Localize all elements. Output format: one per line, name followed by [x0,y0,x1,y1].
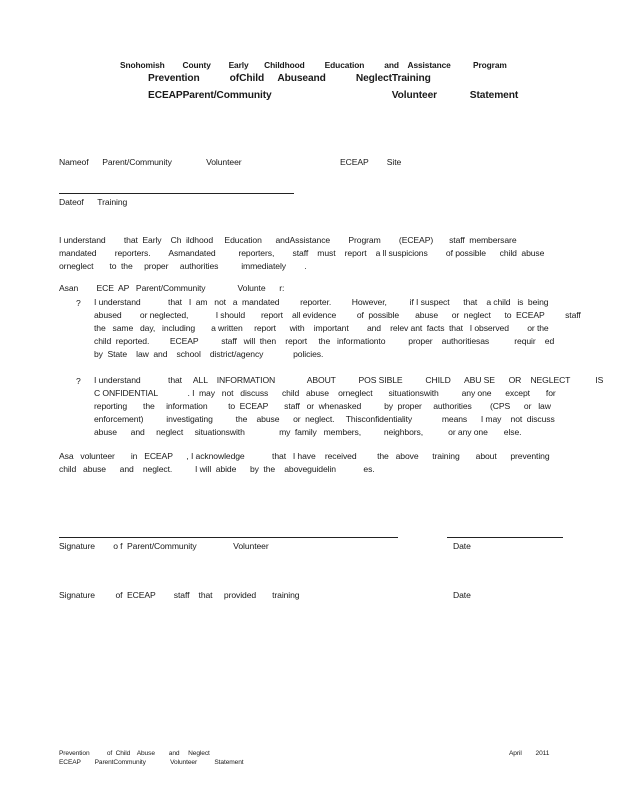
date-2-label: Date [453,590,471,600]
intro-line-1: I understand that Early Ch ildhood Education andAssistance Program (ECEAP) staff membersare [59,235,517,245]
bullet-1-line-5: by State law and school district/agency policies. [94,349,324,359]
date-1-line [447,537,563,538]
signature-1-label: Signature o f Parent/Community Volunteer [59,541,269,551]
date-field-label: Dateof Training [59,197,128,207]
bullet-2-line-5: abuse and neglect situationswith my family members, neighbors, or any one else. [94,427,522,437]
bullet-2-line-2: C ONFIDENTIAL . I may not discuss child abuse orneglect situationswith any one except for [94,388,556,398]
intro-line-2: mandated reporters. Asmandated reporters, staff must report a ll suspicions of possible child abuse [59,248,545,258]
asan-label: Asan ECE AP Parent/Community Volunte r: [59,283,285,293]
bullet-2-marker: ? [76,376,81,386]
header-line-3: ECEAPParent/Community Volunteer Statement [148,90,519,101]
header-line-1: Snohomish County Early Childhood Education and Assistance Program [120,60,507,70]
date-1-label: Date [453,541,471,551]
bullet-1-marker: ? [76,298,81,308]
header-line-2: Prevention ofChild Abuseand NeglectTraining [148,73,431,84]
bullet-2-line-3: reporting the information to ECEAP staff or whenasked by proper authorities (CPS or law [94,401,551,411]
footer-left-line-1: Prevention of Child Abuse and Neglect [59,750,210,757]
footer-right-date: April 2011 [509,750,550,757]
bullet-1-line-2: abused or neglected, I should report all evidence of possible abuse or neglect to ECEAP staff [94,310,581,320]
site-field-label: ECEAP Site [340,157,402,167]
closing-line-2: child abuse and neglect. I will abide by the aboveguidelin es. [59,464,375,474]
intro-line-3: orneglect to the proper authorities immediately . [59,261,307,271]
name-field-line [59,193,294,194]
bullet-1-line-1: I understand that I am not a mandated reporter. However, if I suspect that a child is being [94,297,549,307]
signature-1-line [59,537,398,538]
name-field-label: Nameof Parent/Community Volunteer [59,157,242,167]
closing-line-1: Asa volunteer in ECEAP , I acknowledge that I have received the above training about preventing [59,451,550,461]
bullet-2-line-4: enforcement) investigating the abuse or neglect. Thisconfidentiality means I may not discuss [94,414,555,424]
signature-2-label: Signature of ECEAP staff that provided training [59,590,300,600]
bullet-2-line-1: I understand that ALL INFORMATION ABOUT POS SIBLE CHILD ABU SE OR NEGLECT IS [94,375,604,385]
bullet-1-line-3: the same day, including a written report with important and relev ant facts that I observed or the [94,323,549,333]
bullet-1-line-4: child reported. ECEAP staff will then report the informationto proper authoritiesas requir ed [94,336,555,346]
footer-left-line-2: ECEAP ParentCommunity Volunteer Statement [59,759,244,766]
